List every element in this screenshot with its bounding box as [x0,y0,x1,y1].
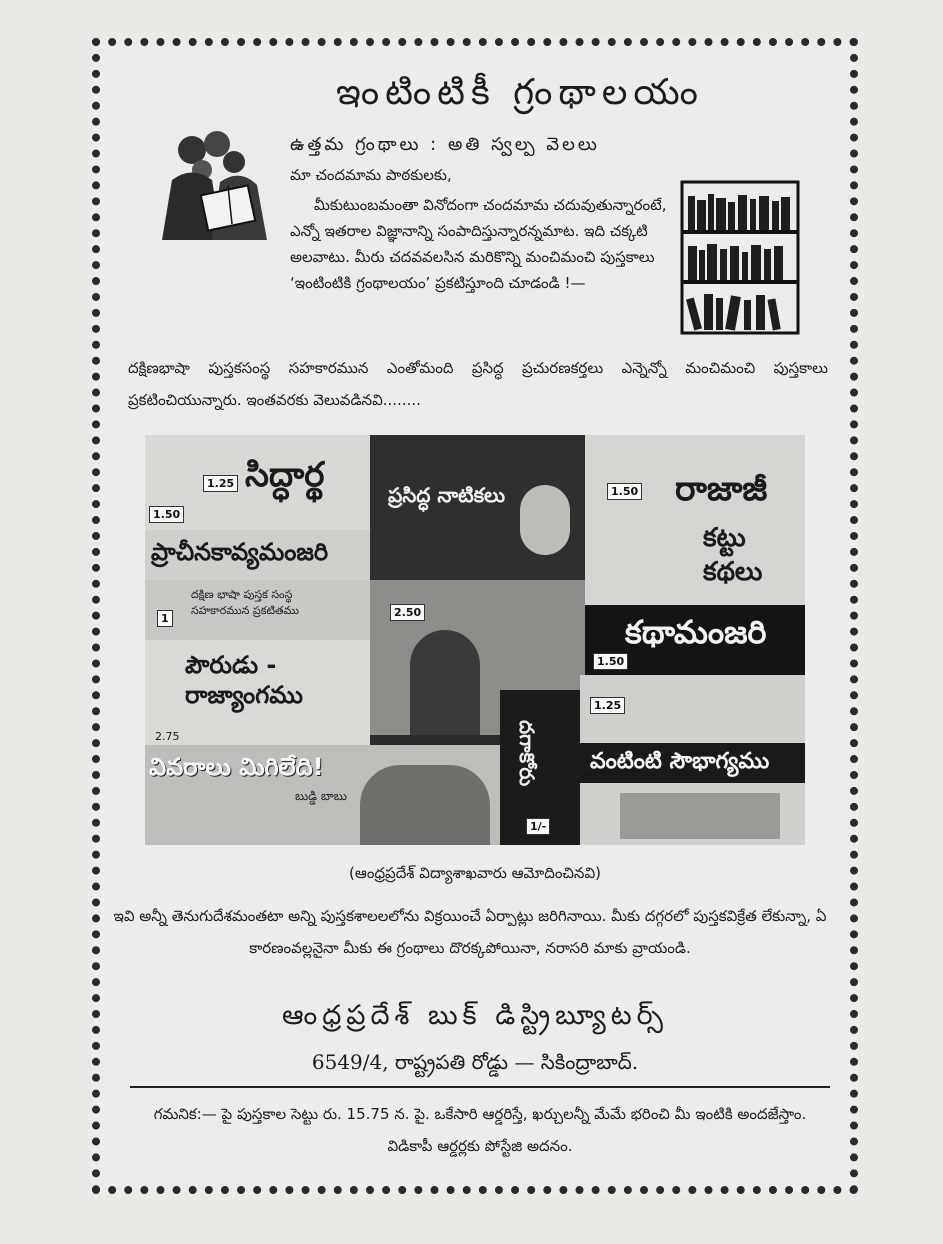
book-cover-vivaralu-migiledi[interactable] [145,745,500,845]
intro-paragraph: మీకుటుంబమంతా వినోదంగా చందమామ చదువుతున్నారంటే, ఎన్నో ఇతరాల విజ్ఞానాన్ని సంపాదిస్తున్నారన్నమాట. ఇది చక్కటి అలవాటు. మీరు చదవవలసిన మరికొన్ని మంచిమంచి పుస్తకాలు ‘ఇంటింటికి గ్రంథాలయం’ ప్రకటిస్తూంది చూడండి !— [290,196,667,292]
book-cover-pourudu-rajyangamu[interactable] [145,640,370,745]
price-badge: 1 [157,610,173,627]
endorsement-note: (ఆంధ్రప్రదేశ్ విద్యాశాఖవారు ఆమోదించినవి) [349,864,601,882]
availability-info: ఇవి అన్నీ తెనుగుదేశమంతటా అన్ని పుస్తకశాలలలోను విక్రయించే ఏర్పాట్లు జరిగినాయి. మీకు దగ్గరలో పుస్తకవిక్రేత లేకున్నా, ఏ కారణంవల్లనైనా మీకు ఈ గ్రంథాలు దొరక్కపోయినా, నరాసరి మాకు వ్రాయండి. [113,907,827,957]
book-title: వంటింటి సౌభాగ్యము [590,749,770,774]
greeting: మా చందమామ పాఠకులకు, [290,166,452,184]
price-label: 2.75 [155,730,180,743]
book-cover-katha-manjari[interactable] [585,605,805,675]
book-title: దగాకోరు [515,720,539,787]
price-badge: 1.25 [590,697,625,714]
bookshelf-illustration [680,180,800,335]
price-badge: 1.50 [607,483,642,500]
price-badge: 1.50 [149,506,184,523]
kitchen-illustration [620,793,780,839]
publisher-name: ఆంధ్రప్రదేశ్ బుక్ డిస్ట్రిబ్యూటర్స్ [281,1000,669,1031]
couple-illustration [360,765,490,845]
book-title: సిద్ధార్థ [245,455,325,495]
woman-face-illustration [520,485,570,555]
book-covers-collage [145,435,805,845]
lead-paragraph: దక్షిణభాషా పుస్తకసంస్థ సహకారమున ఎంతోమంది ప్రసిద్ధ ప్రచురణకర్తలు ఎన్నెన్నో మంచిమంచి పుస్తకాలు ప్రకటించియున్నారు. ఇంతవరకు వెలువడినవి........ [128,359,828,409]
book-cover-prasiddha-natikalu[interactable] [370,435,585,580]
book-cover-dagakoru[interactable] [500,690,580,845]
price-badge: 1.25 [203,475,238,492]
book-cover-pracheena-kavya-manjari[interactable] [145,508,370,580]
book-title: రాజాజీ [675,469,768,509]
book-title: పౌరుడు - రాజ్యాంగము [185,651,303,709]
book-cover-dakshina-bhasha[interactable] [145,580,370,640]
price-badge: 1.50 [593,653,628,670]
book-author: బుడ్డి బాబు [295,789,347,803]
family-reading-illustration [142,120,282,250]
price-badge: 2.50 [390,604,425,621]
book-title: దక్షిణ భాషా పుస్తక సంస్థ సహకారమున ప్రకటితము [191,588,299,617]
page-subtitle: ఉత్తమ గ్రంథాలు : అతి స్వల్ప వెలలు [290,134,600,155]
divider [130,1086,830,1088]
book-cover-vantinti-soubhagyamu[interactable] [580,675,805,845]
price-badge: 1/- [526,818,550,835]
footer-note: గమనిక:— పై పుస్తకాల సెట్టు రు. 15.75 న. పై. ఒకేసారి ఆర్డరిస్తే, ఖర్చులన్నీ మేమే భరించి మీ ఇంటికి అందజేస్తాం. విడికాపీ ఆర్డర్లకు పోస్టేజి అదనం. [153,1105,807,1155]
book-cover-rajaji-kattu-kathalu[interactable] [585,435,805,605]
woman-illustration [410,630,480,735]
book-title: ప్రాచీనకావ్యమంజరి [151,538,329,566]
page-title: ఇంటింటికీ గ్రంథాలయం [336,72,704,113]
book-title: ప్రసిద్ధ నాటికలు [388,483,506,507]
book-title: కథామంజరి [625,613,767,651]
book-title: వివరాలు మిగిలేది! [149,753,324,781]
publisher-address: 6549/4, రాష్ట్రపతి రోడ్డు — సికింద్రాబాద్. [311,1050,639,1074]
book-subtitle: కట్టు కథలు [703,523,763,587]
